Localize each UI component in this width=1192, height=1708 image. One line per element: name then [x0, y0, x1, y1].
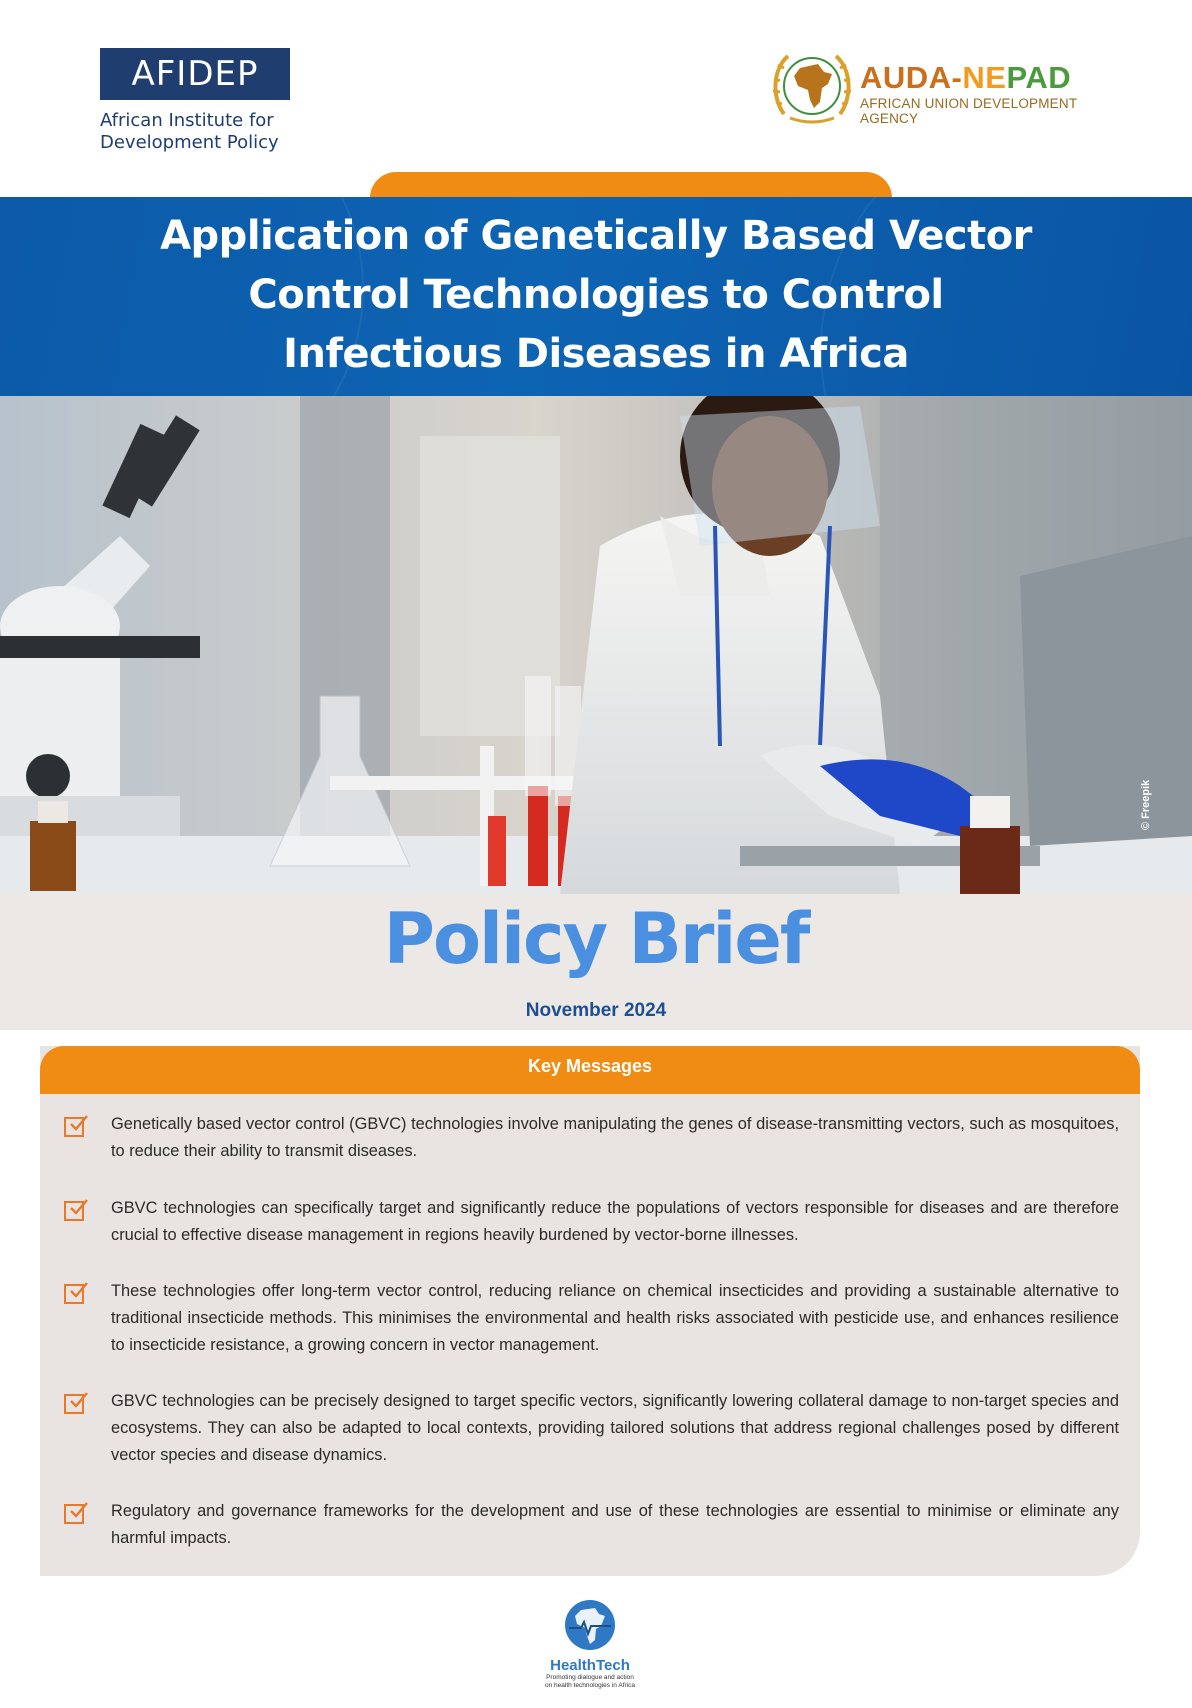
auda-name-part1: AUDA- — [860, 60, 963, 95]
auda-tagline: AFRICAN UNION DEVELOPMENT AGENCY — [860, 96, 1078, 126]
afidep-subtitle-line1: African Institute for — [100, 110, 274, 131]
lab-scene-illustration — [0, 396, 1192, 894]
publication-date: November 2024 — [525, 1000, 667, 1021]
photo-credit: © Freepik — [1140, 779, 1152, 830]
afidep-subtitle — [100, 110, 290, 154]
healthtech-logo — [530, 1598, 650, 1690]
healthtech-tagline-line2: on health technologies in Africa — [545, 1682, 635, 1689]
cover-photo-lab-scientist — [0, 396, 1192, 894]
african-union-emblem-icon — [768, 44, 856, 128]
afidep-wordmark: AFIDEP — [100, 48, 290, 100]
title-line-2: Control Technologies to Control — [248, 272, 944, 318]
checkbox-check-icon — [64, 1201, 84, 1221]
checkbox-check-icon — [64, 1504, 84, 1524]
auda-name-part3: PAD — [1006, 60, 1072, 95]
checkbox-check-icon — [64, 1284, 84, 1304]
auda-nepad-wordmark — [860, 60, 1071, 96]
key-message-text: GBVC technologies can be precisely designed to target specific vectors, significantly lowering collateral damage to non-target species and ecosystems. They can also be adapted to local contexts, providing tailored solutions that address regional challenges posed by different vector species and disease dynamics. — [111, 1392, 1119, 1464]
healthtech-tagline-line1: Promoting dialogue and action — [546, 1674, 634, 1681]
healthtech-name-part2: Tech — [595, 1657, 630, 1674]
checkbox-check-icon — [64, 1117, 84, 1137]
title-band — [0, 197, 1192, 396]
title-line-3: Infectious Diseases in Africa — [283, 331, 909, 377]
title-line-1: Application of Genetically Based Vector — [160, 213, 1032, 259]
afidep-logo — [100, 48, 290, 154]
key-message-text: GBVC technologies can specifically target and significantly reduce the populations of vectors responsible for diseases and are therefore crucial to effective disease management in regions heavily burdened by vector-borne illnesses. — [111, 1199, 1119, 1244]
auda-nepad-logo — [768, 44, 1128, 128]
healthtech-africa-pulse-icon — [563, 1598, 617, 1652]
key-message-text: These technologies offer long-term vector control, reducing reliance on chemical insecticides and providing a sustainable alternative to traditional insecticide methods. This minimises the environmental and health risks associated with pesticide use, and enhances resilience to insecticide resistance, a growing concern in vector management. — [111, 1282, 1119, 1354]
key-messages-heading: Key Messages — [40, 1046, 1140, 1094]
afidep-subtitle-line2: Development Policy — [100, 132, 279, 153]
healthtech-tagline — [530, 1674, 650, 1690]
key-message-text: Genetically based vector control (GBVC) technologies involve manipulating the genes of disease-transmitting vectors, such as mosquitoes, to reduce their ability to transmit diseases. — [111, 1115, 1119, 1160]
document-title — [0, 207, 1192, 384]
healthtech-wordmark — [530, 1657, 650, 1674]
healthtech-name-part1: Health — [550, 1657, 596, 1674]
key-message-text: Regulatory and governance frameworks for the development and use of these technologies are essential to minimise or eliminate any harmful impacts. — [111, 1502, 1119, 1547]
auda-name-part2: NE — [962, 60, 1007, 95]
policy-brief-heading: Policy Brief — [383, 898, 809, 980]
checkbox-check-icon — [64, 1394, 84, 1414]
